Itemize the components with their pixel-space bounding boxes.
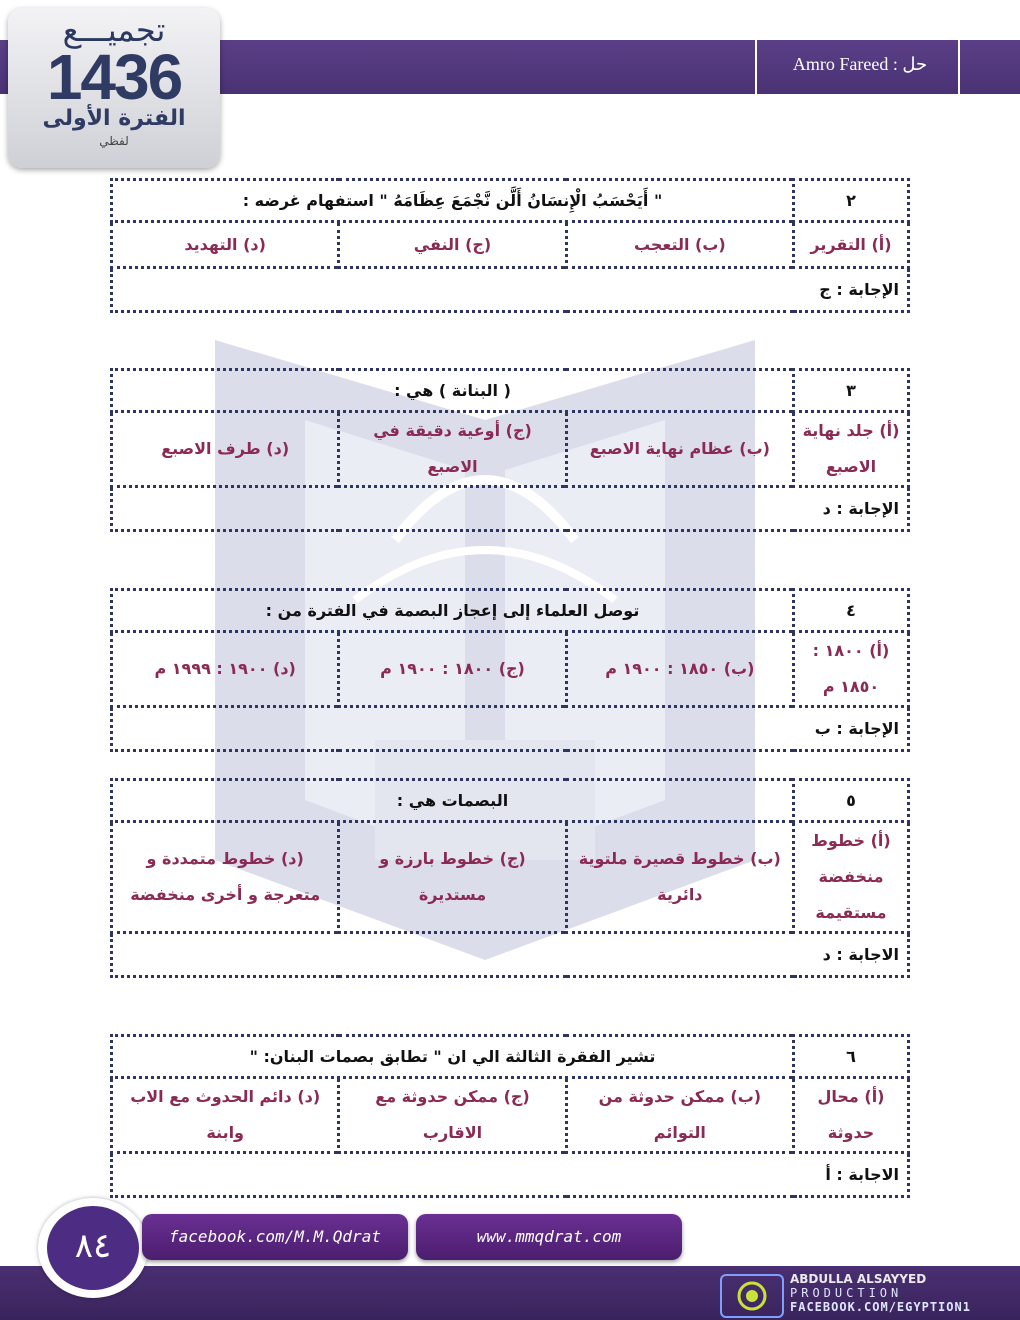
camera-logo-icon <box>720 1274 784 1318</box>
header-divider <box>755 40 757 94</box>
option-d: (د) طرف الاصبع <box>112 412 339 487</box>
website-link[interactable]: www.mmqdrat.com <box>416 1214 682 1260</box>
option-a: (أ) جلد نهاية الاصبع <box>794 412 909 487</box>
question-number: ٦ <box>794 1036 909 1078</box>
question-table <box>110 588 910 752</box>
credit-role: PRODUCTION <box>790 1286 903 1300</box>
option-b: (ب) عظام نهاية الاصبع <box>566 412 793 487</box>
option-d: (د) دائم الحدوث مع الاب وابنة <box>112 1078 339 1153</box>
credit-link: FACEBOOK.COM/EGYPTION1 <box>790 1300 971 1314</box>
question-text: تشير الفقرة الثالثة الي ان " تطابق بصمات البنان: " <box>112 1036 794 1078</box>
option-c: (ج) أوعية دقيقة في الاصبع <box>339 412 566 487</box>
logo-title: تجميـــع <box>62 11 166 49</box>
option-b: (ب) ممكن حدوثة من التوائم <box>566 1078 793 1153</box>
question-number: ٣ <box>794 370 909 412</box>
header-divider <box>958 40 960 94</box>
question-number: ٤ <box>794 590 909 632</box>
question-number: ٢ <box>794 180 909 222</box>
question-table <box>110 368 910 532</box>
answer: الإجابة : ج <box>112 268 909 312</box>
option-a: (أ) محال حدوثة <box>794 1078 909 1153</box>
page-number: ٨٤ <box>47 1206 139 1290</box>
option-c: (ج) النفي <box>339 222 566 268</box>
option-b: (ب) التعجب <box>566 222 793 268</box>
question-text: ( البنانة ) هي : <box>112 370 794 412</box>
option-c: (ج) خطوط بارزة و مستديرة <box>339 822 566 933</box>
option-c: (ج) ١٨٠٠ : ١٩٠٠ م <box>339 632 566 707</box>
option-a: (أ) خطوط منخفضة مستقيمة <box>794 822 909 933</box>
production-credit <box>718 1272 1020 1316</box>
collection-logo <box>8 8 220 168</box>
credit-name: ABDULLA ALSAYYED <box>790 1272 927 1286</box>
answer: الاجابة : د <box>112 933 909 977</box>
answer: الإجابة : ب <box>112 707 909 751</box>
logo-section: لفظي <box>99 134 129 148</box>
option-d: (د) التهديد <box>112 222 339 268</box>
answer: الإجابة : د <box>112 487 909 531</box>
option-d: (د) خطوط متمددة و متعرجة و أخرى منخفضة <box>112 822 339 933</box>
option-a: (أ) التقرير <box>794 222 909 268</box>
solver-credit: حل : Amro Fareed <box>792 54 928 74</box>
option-c: (ج) ممكن حدوثة مع الاقارب <box>339 1078 566 1153</box>
question-table <box>110 1034 910 1198</box>
option-a: (أ) ١٨٠٠ : ١٨٥٠ م <box>794 632 909 707</box>
option-d: (د) ١٩٠٠ : ١٩٩٩ م <box>112 632 339 707</box>
question-table <box>110 178 910 313</box>
question-text: " أَيَحْسَبُ الْإِنسَانُ أَلَّن نَّجْمَعَ عِظَامَهُ " استفهام غرضه : <box>112 180 794 222</box>
option-b: (ب) ١٨٥٠ : ١٩٠٠ م <box>566 632 793 707</box>
logo-year: 1436 <box>46 41 182 113</box>
question-text: البصمات هي : <box>112 780 794 822</box>
answer: الاجابة : أ <box>112 1153 909 1197</box>
option-b: (ب) خطوط قصيرة ملتوية دائرية <box>566 822 793 933</box>
question-table <box>110 778 910 978</box>
facebook-link[interactable]: facebook.com/M.M.Qdrat <box>142 1214 408 1260</box>
logo-period: الفترة الأولى <box>42 106 186 131</box>
question-number: ٥ <box>794 780 909 822</box>
question-text: توصل العلماء إلى إعجاز البصمة في الفترة من : <box>112 590 794 632</box>
